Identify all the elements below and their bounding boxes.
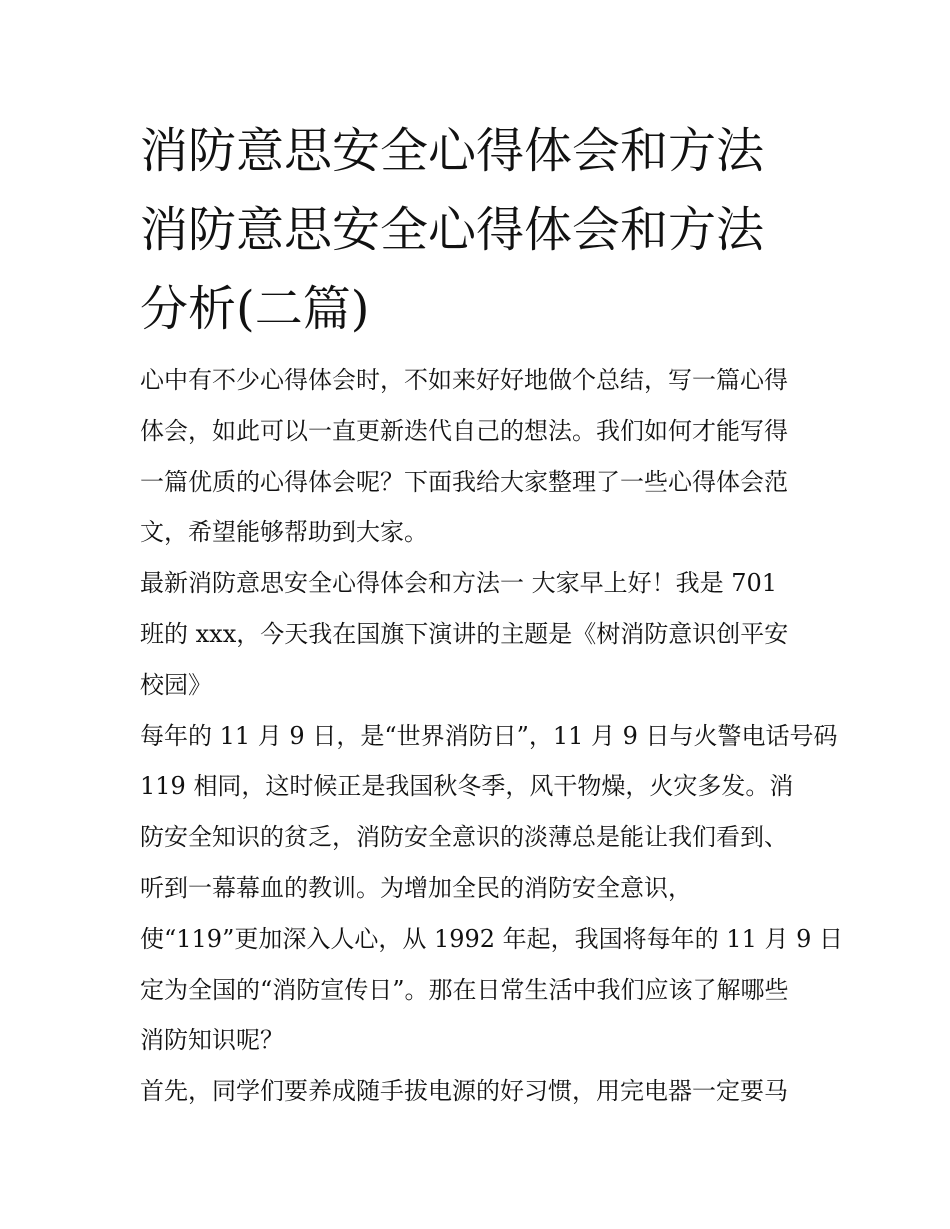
body-line: 定为全国的“消防宣传日”。那在日常生活中我们应该了解哪些 [140,975,789,1004]
title-line: 分析(二篇) [140,281,370,337]
body-line: 心中有不少心得体会时，不如来好好地做个总结，写一篇心得 [140,366,788,394]
document-title [140,112,840,349]
body-line: 一篇优质的心得体会呢？下面我给大家整理了一些心得体会范 [140,467,788,496]
body-line: 119 相同，这时候正是我国秋冬季，风干物燥，火灾多发。消 [140,772,794,801]
body-line: 首先，同学们要养成随手拔电源的好习惯，用完电器一定要马 [140,1077,788,1106]
body-line: 体会，如此可以一直更新迭代自己的想法。我们如何才能写得 [140,416,788,445]
body-line: 最新消防意思安全心得体会和方法一 大家早上好！我是 701 [140,569,778,598]
body-line: 听到一幕幕血的教训。为增加全民的消防安全意识， [140,873,692,902]
title-line: 消防意思安全心得体会和方法 [140,123,765,179]
body-line: 使“119”更加深入人心，从 1992 年起，我国将每年的 11 月 9 日 [140,924,844,953]
title-line: 消防意思安全心得体会和方法 [140,202,765,258]
body-line: 防安全知识的贫乏，消防安全意识的淡薄总是能让我们看到、 [140,823,788,852]
body-line: 文，希望能够帮助到大家。 [140,518,428,547]
body-line: 消防知识呢？ [140,1026,284,1055]
body-line: 每年的 11 月 9 日，是“世界消防日”，11 月 9 日与火警电话号码 [140,721,838,750]
body-line: 班的 xxx，今天我在国旗下演讲的主题是《树消防意识创平安 [140,619,789,648]
body-line: 校园》 [140,670,212,699]
document-body [140,355,844,1117]
